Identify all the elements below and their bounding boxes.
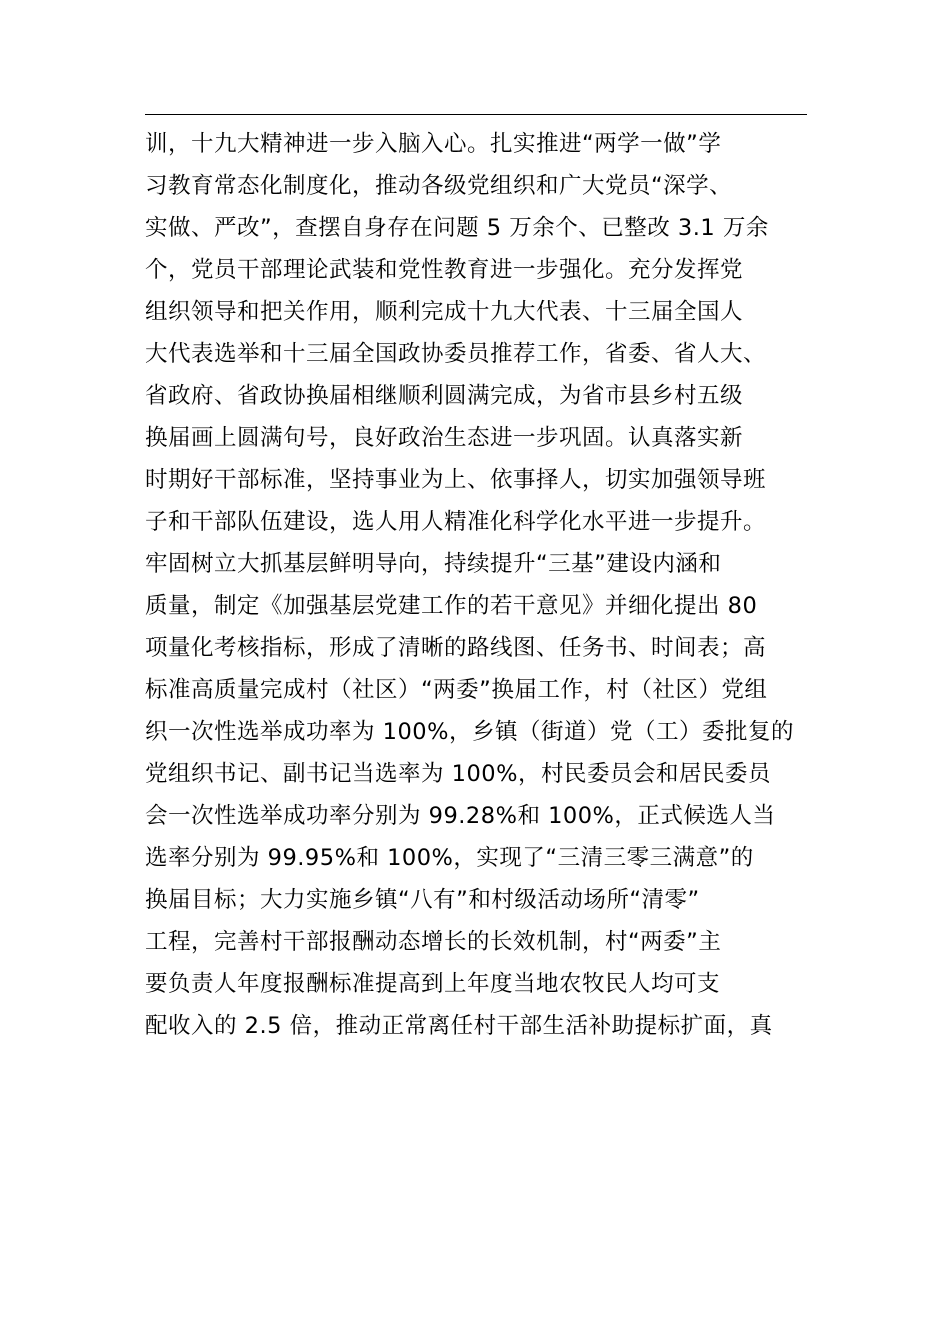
text-line: 牢固树立大抓基层鲜明导向，持续提升“三基”建设内涵和 — [145, 551, 722, 577]
text-line: 个，党员干部理论武装和党性教育进一步强化。充分发挥党 — [145, 257, 744, 283]
text-line: 要负责人年度报酬标准提高到上年度当地农牧民人均可支 — [145, 971, 721, 997]
text-line: 换届目标；大力实施乡镇“八有”和村级活动场所“清零” — [145, 887, 700, 913]
text-line: 质量，制定《加强基层党建工作的若干意见》并细化提出 80 — [145, 593, 758, 619]
text-line: 会一次性选举成功率分别为 99.28%和 100%，正式候选人当 — [145, 803, 776, 829]
text-line: 省政府、省政协换届相继顺利圆满完成，为省市县乡村五级 — [145, 383, 744, 409]
text-line: 组织领导和把关作用，顺利完成十九大代表、十三届全国人 — [145, 299, 744, 325]
text-line: 习教育常态化制度化，推动各级党组织和广大党员“深学、 — [145, 173, 733, 199]
header-rule — [145, 114, 807, 115]
body-text — [145, 123, 825, 1047]
text-line: 选率分别为 99.95%和 100%，实现了“三清三零三满意”的 — [145, 845, 754, 871]
text-line: 大代表选举和十三届全国政协委员推荐工作，省委、省人大、 — [145, 341, 767, 367]
text-line: 织一次性选举成功率为 100%，乡镇（街道）党（工）委批复的 — [145, 719, 794, 745]
text-line: 时期好干部标准，坚持事业为上、依事择人，切实加强领导班 — [145, 467, 767, 493]
text-line: 配收入的 2.5 倍，推动正常离任村干部生活补助提标扩面，真 — [145, 1013, 773, 1039]
text-line: 项量化考核指标，形成了清晰的路线图、任务书、时间表；高 — [145, 635, 767, 661]
text-line: 实做、严改”，查摆自身存在问题 5 万余个、已整改 3.1 万余 — [145, 215, 769, 241]
text-line: 工程，完善村干部报酬动态增长的长效机制，村“两委”主 — [145, 929, 722, 955]
text-line: 训，十九大精神进一步入脑入心。扎实推进“两学一做”学 — [145, 131, 722, 157]
text-line: 党组织书记、副书记当选率为 100%，村民委员会和居民委员 — [145, 761, 771, 787]
text-line: 换届画上圆满句号，良好政治生态进一步巩固。认真落实新 — [145, 425, 744, 451]
text-line: 标准高质量完成村（社区）“两委”换届工作，村（社区）党组 — [145, 677, 768, 703]
text-line: 子和干部队伍建设，选人用人精准化科学化水平进一步提升。 — [145, 509, 767, 535]
